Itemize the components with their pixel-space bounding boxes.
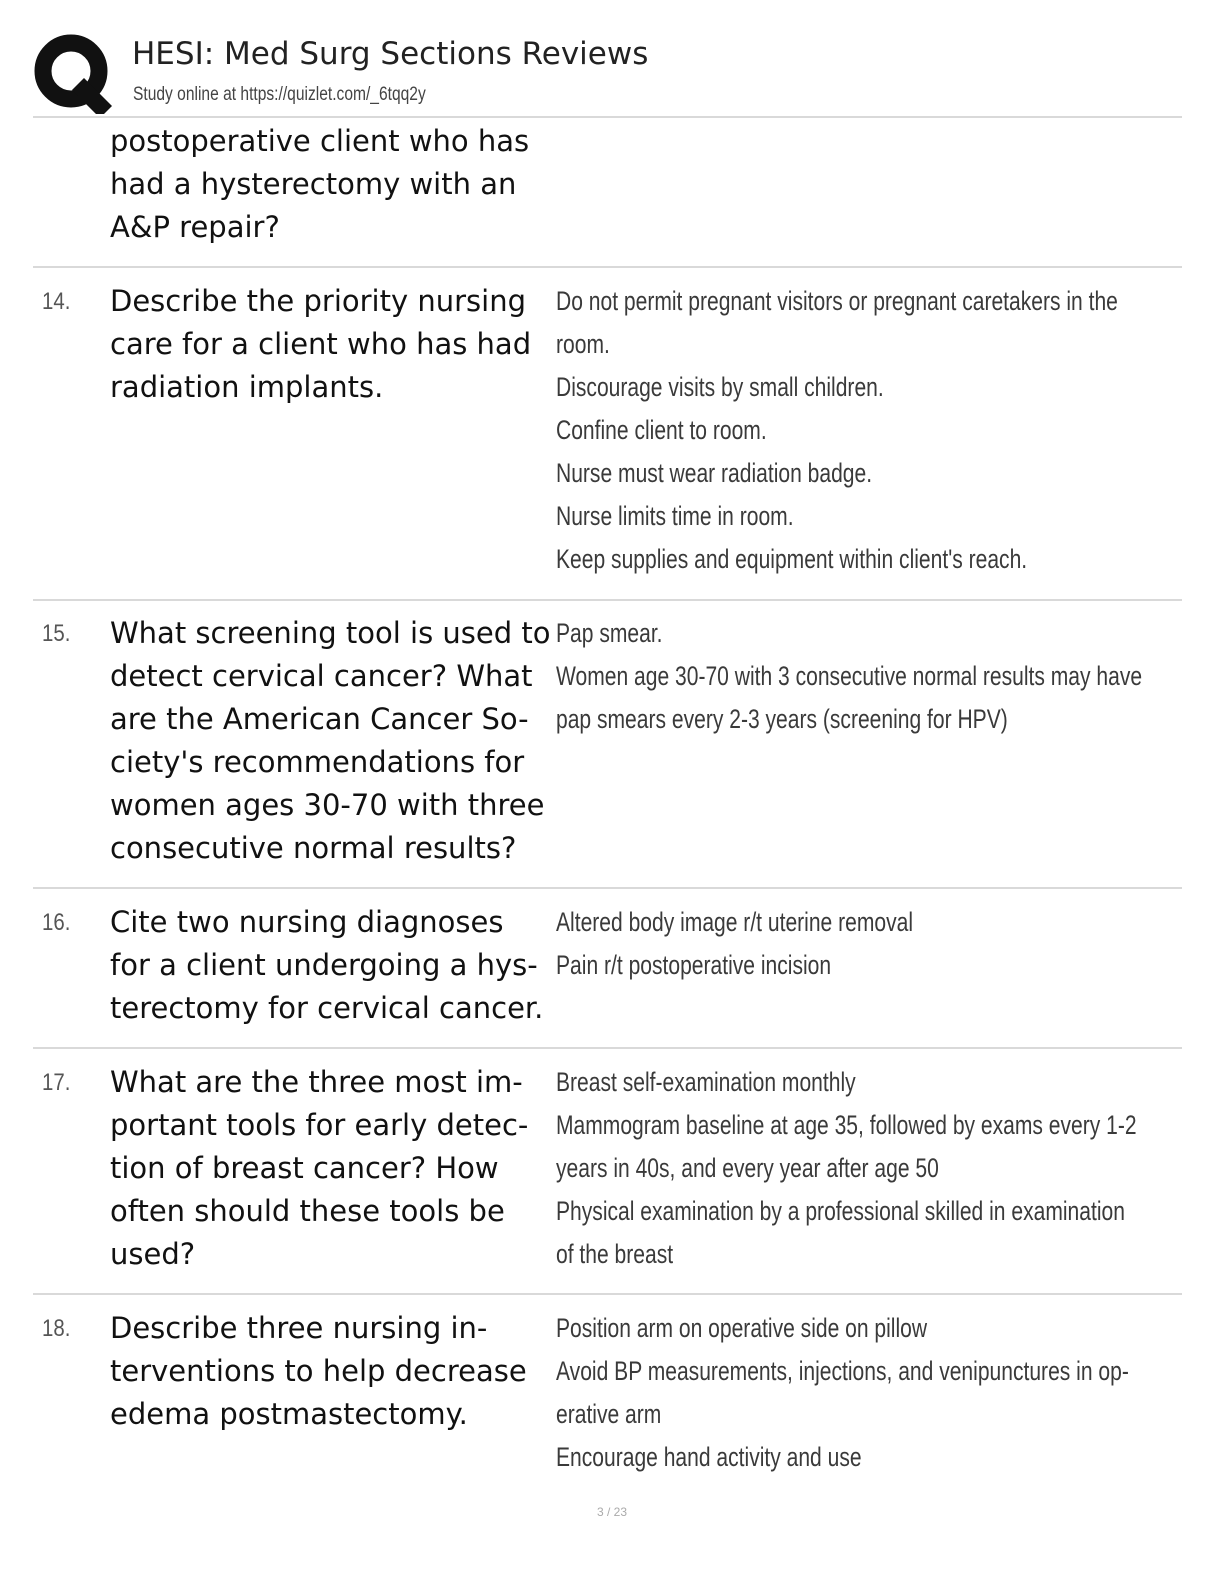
term-line: Describe three nursing in- xyxy=(110,1311,488,1345)
card-number: 15. xyxy=(42,620,71,647)
card-definition xyxy=(556,612,1164,741)
divider xyxy=(33,887,1182,889)
term-line: What are the three most im- xyxy=(110,1065,523,1099)
card-definition xyxy=(556,1307,1164,1479)
definition-line: erative arm xyxy=(556,1399,662,1429)
definition-line: pap smears every 2-3 years (screening for HPV) xyxy=(556,704,1008,734)
definition-line: Mammogram baseline at age 35, followed by exams every 1-2 xyxy=(556,1110,1137,1140)
quizlet-logo-icon xyxy=(34,34,114,114)
card-number: 14. xyxy=(42,288,71,315)
continued-term xyxy=(110,120,555,249)
term-line: for a client undergoing a hys- xyxy=(110,948,538,982)
definition-line: Pap smear. xyxy=(556,618,663,648)
term-line: What screening tool is used to xyxy=(110,616,551,650)
divider xyxy=(33,266,1182,268)
divider xyxy=(33,1293,1182,1295)
card-definition xyxy=(556,280,1164,581)
definition-line: Altered body image r/t uterine removal xyxy=(556,907,914,937)
definition-line: Confine client to room. xyxy=(556,415,767,445)
term-line: detect cervical cancer? What xyxy=(110,659,533,693)
card-term xyxy=(110,901,555,1030)
card-number: 17. xyxy=(42,1069,71,1096)
term-line: often should these tools be xyxy=(110,1194,505,1228)
definition-line: Physical examination by a professional skilled in examination xyxy=(556,1196,1125,1226)
term-line: radiation implants. xyxy=(110,370,384,404)
term-line: care for a client who has had xyxy=(110,327,532,361)
set-title: HESI: Med Surg Sections Reviews xyxy=(132,36,649,72)
term-line: used? xyxy=(110,1237,196,1271)
divider xyxy=(33,599,1182,601)
term-line: ciety's recommendations for xyxy=(110,745,525,779)
definition-line: room. xyxy=(556,329,610,359)
definition-line: of the breast xyxy=(556,1239,674,1269)
definition-line: Encourage hand activity and use xyxy=(556,1442,862,1472)
card-term xyxy=(110,280,555,409)
definition-line: Do not permit pregnant visitors or pregnant caretakers in the xyxy=(556,286,1118,316)
definition-line: Pain r/t postoperative incision xyxy=(556,950,832,980)
card-term xyxy=(110,612,555,870)
definition-line: Position arm on operative side on pillow xyxy=(556,1313,928,1343)
study-url[interactable]: Study online at https://quizlet.com/_6tqq2y xyxy=(133,84,426,105)
term-line: women ages 30-70 with three xyxy=(110,788,545,822)
card-number: 16. xyxy=(42,909,71,936)
term-line: are the American Cancer So- xyxy=(110,702,529,736)
term-line: postoperative client who has xyxy=(110,124,530,158)
definition-line: Women age 30-70 with 3 consecutive normal results may have xyxy=(556,661,1143,691)
term-line: had a hysterectomy with an xyxy=(110,167,517,201)
definition-line: Nurse must wear radiation badge. xyxy=(556,458,873,488)
definition-line: Keep supplies and equipment within client's reach. xyxy=(556,544,1028,574)
term-line: portant tools for early detec- xyxy=(110,1108,529,1142)
page-header xyxy=(34,34,1184,118)
term-line: consecutive normal results? xyxy=(110,831,517,865)
divider xyxy=(33,116,1182,118)
term-line: tion of breast cancer? How xyxy=(110,1151,499,1185)
card-term xyxy=(110,1307,555,1436)
card-definition xyxy=(556,901,1164,987)
definition-line: Avoid BP measurements, injections, and venipunctures in op- xyxy=(556,1356,1129,1386)
term-line: A&P repair? xyxy=(110,210,280,244)
term-line: Cite two nursing diagnoses xyxy=(110,905,504,939)
term-line: terventions to help decrease xyxy=(110,1354,527,1388)
definition-line: Nurse limits time in room. xyxy=(556,501,794,531)
term-line: terectomy for cervical cancer. xyxy=(110,991,544,1025)
definition-line: Breast self-examination monthly xyxy=(556,1067,856,1097)
term-line: edema postmastectomy. xyxy=(110,1397,468,1431)
page-number: 3 / 23 xyxy=(596,1505,628,1519)
definition-line: Discourage visits by small children. xyxy=(556,372,884,402)
card-number: 18. xyxy=(42,1315,71,1342)
card-definition xyxy=(556,1061,1164,1276)
card-term xyxy=(110,1061,555,1276)
divider xyxy=(33,1047,1182,1049)
definition-line: years in 40s, and every year after age 50 xyxy=(556,1153,939,1183)
term-line: Describe the priority nursing xyxy=(110,284,526,318)
